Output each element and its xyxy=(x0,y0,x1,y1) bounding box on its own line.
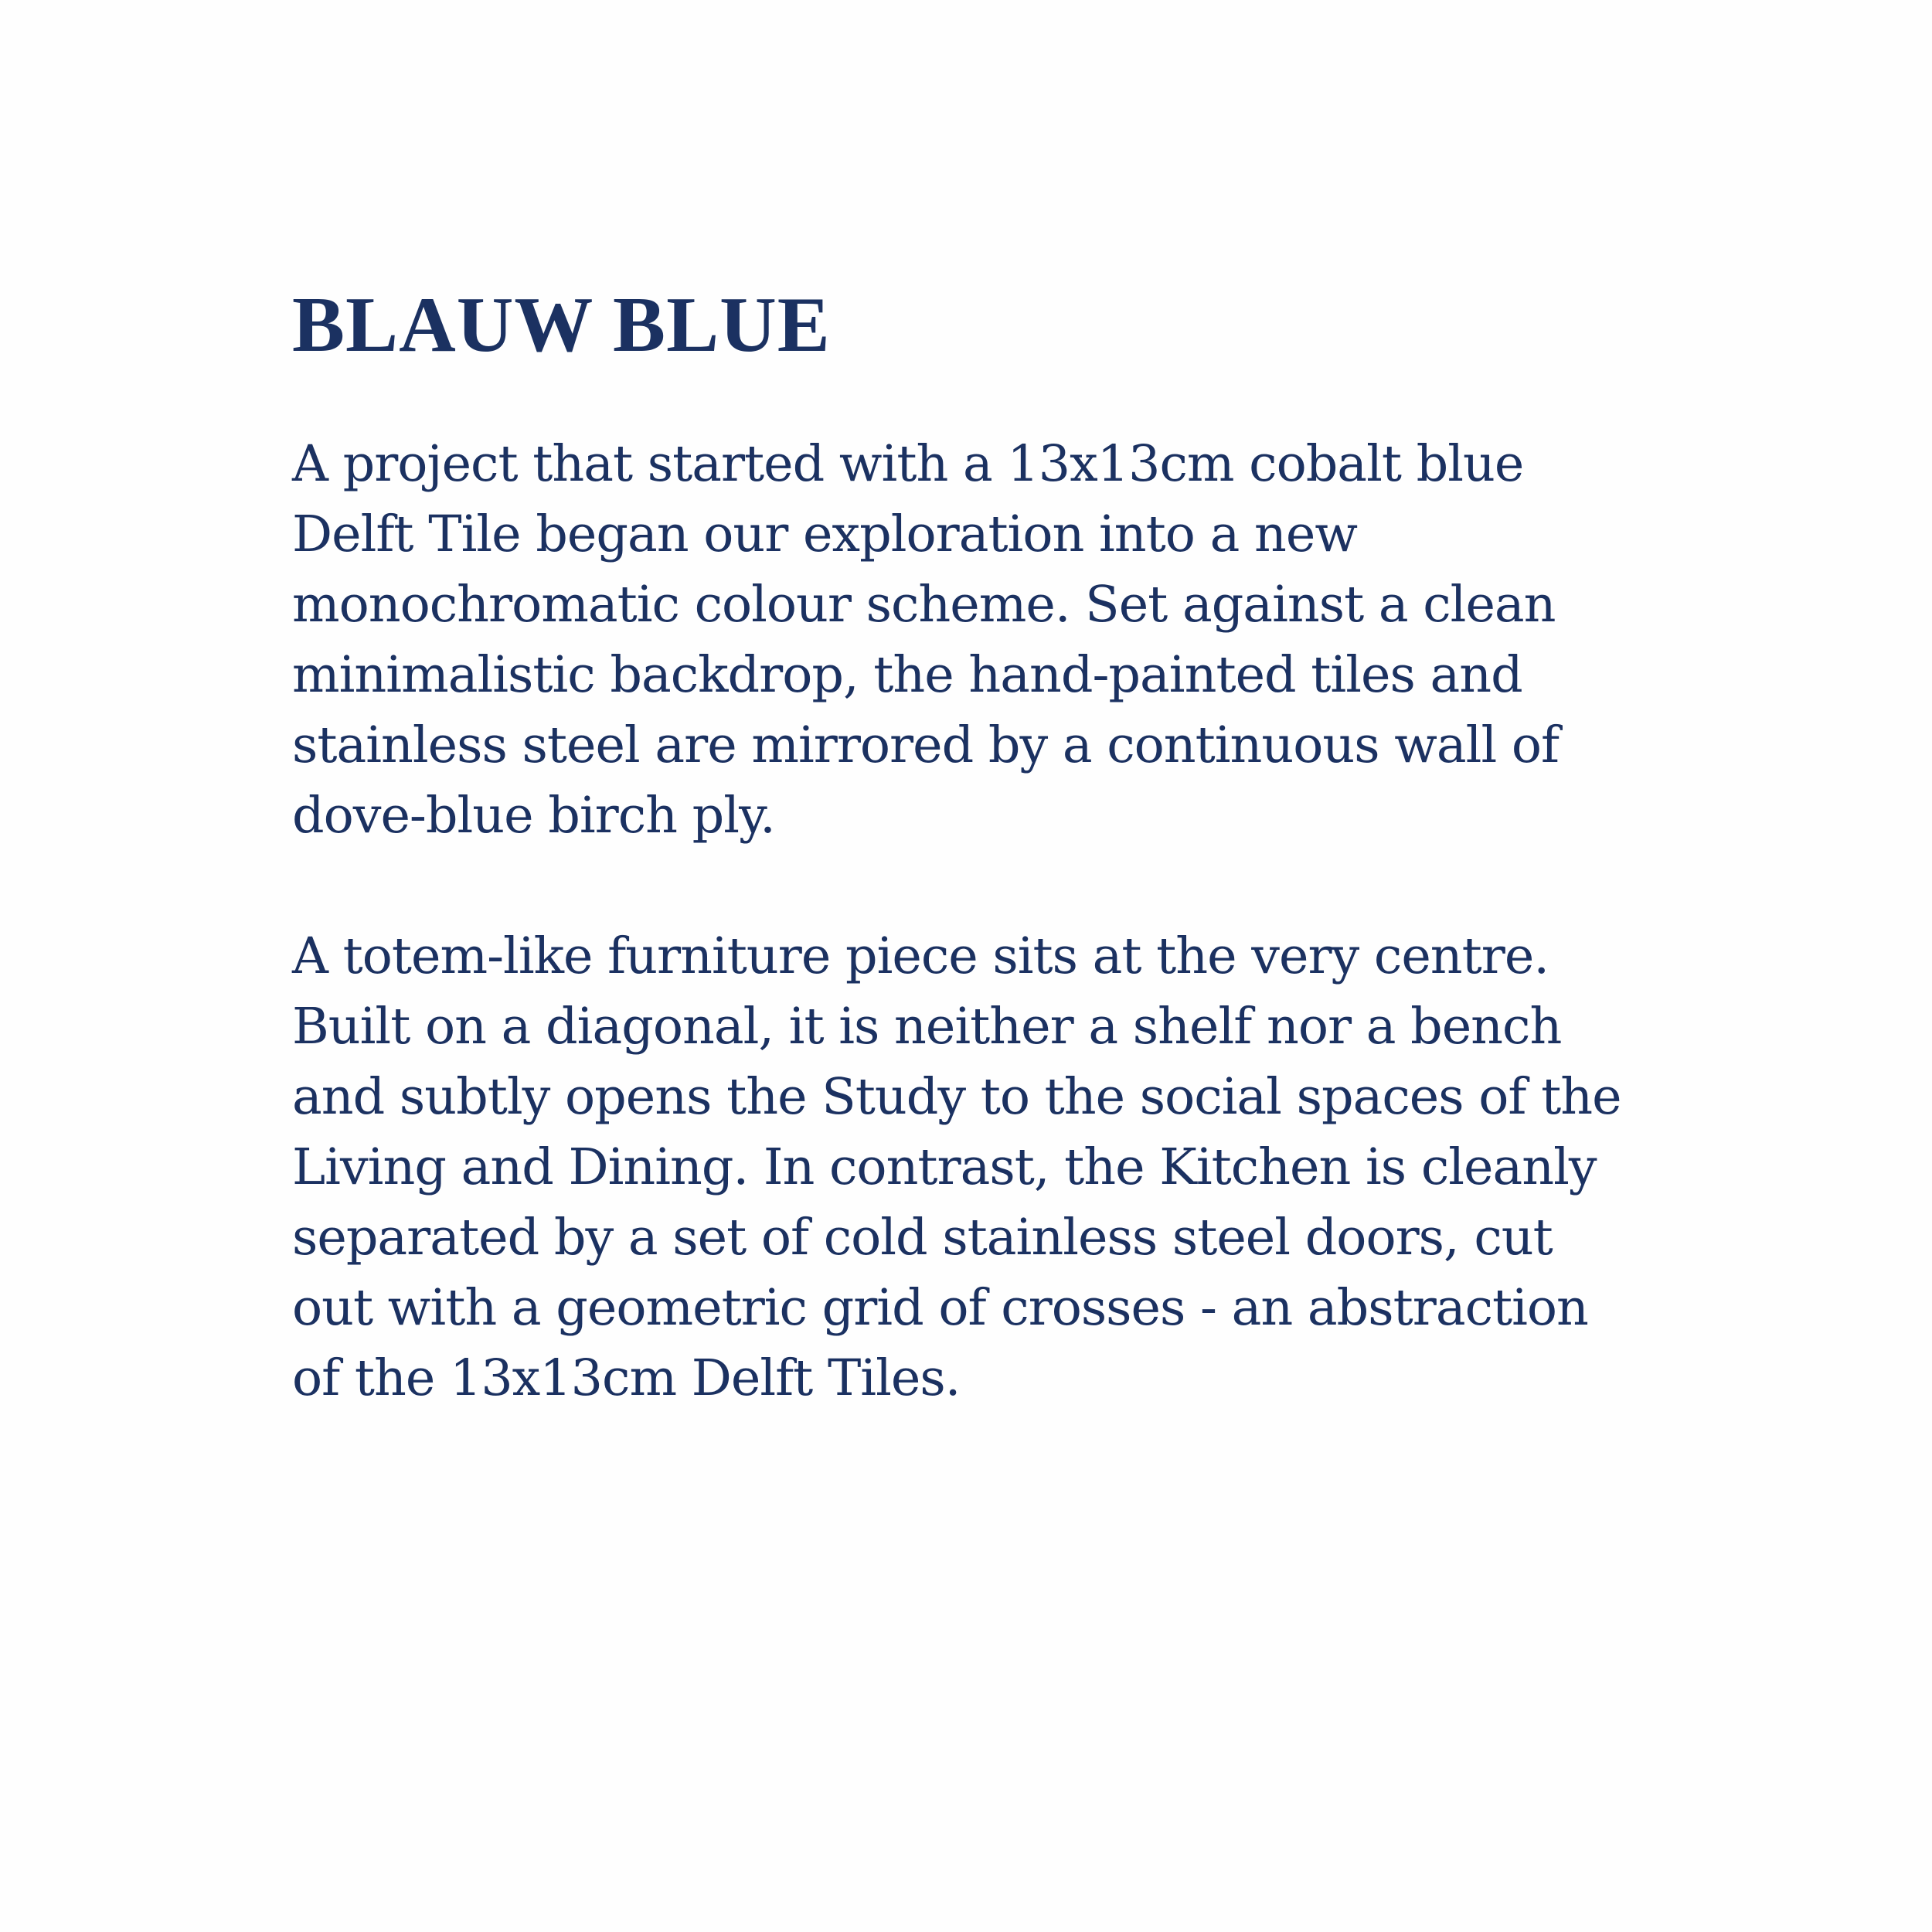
text-line: Living and Dining. In contrast, the Kitchen is cleanly xyxy=(292,1138,1597,1196)
text-line: dove-blue birch ply. xyxy=(292,787,775,845)
text-line: separated by a set of cold stainless steel doors, cut xyxy=(292,1209,1553,1267)
page-title: BLAUW BLUE xyxy=(292,281,831,369)
paragraph-1 xyxy=(292,429,1683,851)
text-line: and subtly opens the Study to the social spaces of the xyxy=(292,1068,1621,1126)
text-line: A project that started with a 13x13cm cobalt blue xyxy=(292,435,1524,493)
paragraph-spacer xyxy=(292,851,1683,921)
text-line: Built on a diagonal, it is neither a shelf nor a bench xyxy=(292,998,1562,1056)
text-line: stainless steel are mirrored by a continuous wall of xyxy=(292,716,1560,774)
text-line: monochromatic colour scheme. Set against a clean xyxy=(292,576,1556,634)
text-line: Delft Tile began our exploration into a new xyxy=(292,505,1357,563)
text-line: minimalistic backdrop, the hand-painted tiles and xyxy=(292,646,1522,704)
paragraph-2 xyxy=(292,921,1683,1413)
body-text xyxy=(292,429,1683,1413)
text-line: out with a geometric grid of crosses - an abstraction xyxy=(292,1279,1588,1337)
text-line: A totem-like furniture piece sits at the very centre. xyxy=(292,927,1549,985)
text-line: of the 13x13cm Delft Tiles. xyxy=(292,1349,961,1407)
